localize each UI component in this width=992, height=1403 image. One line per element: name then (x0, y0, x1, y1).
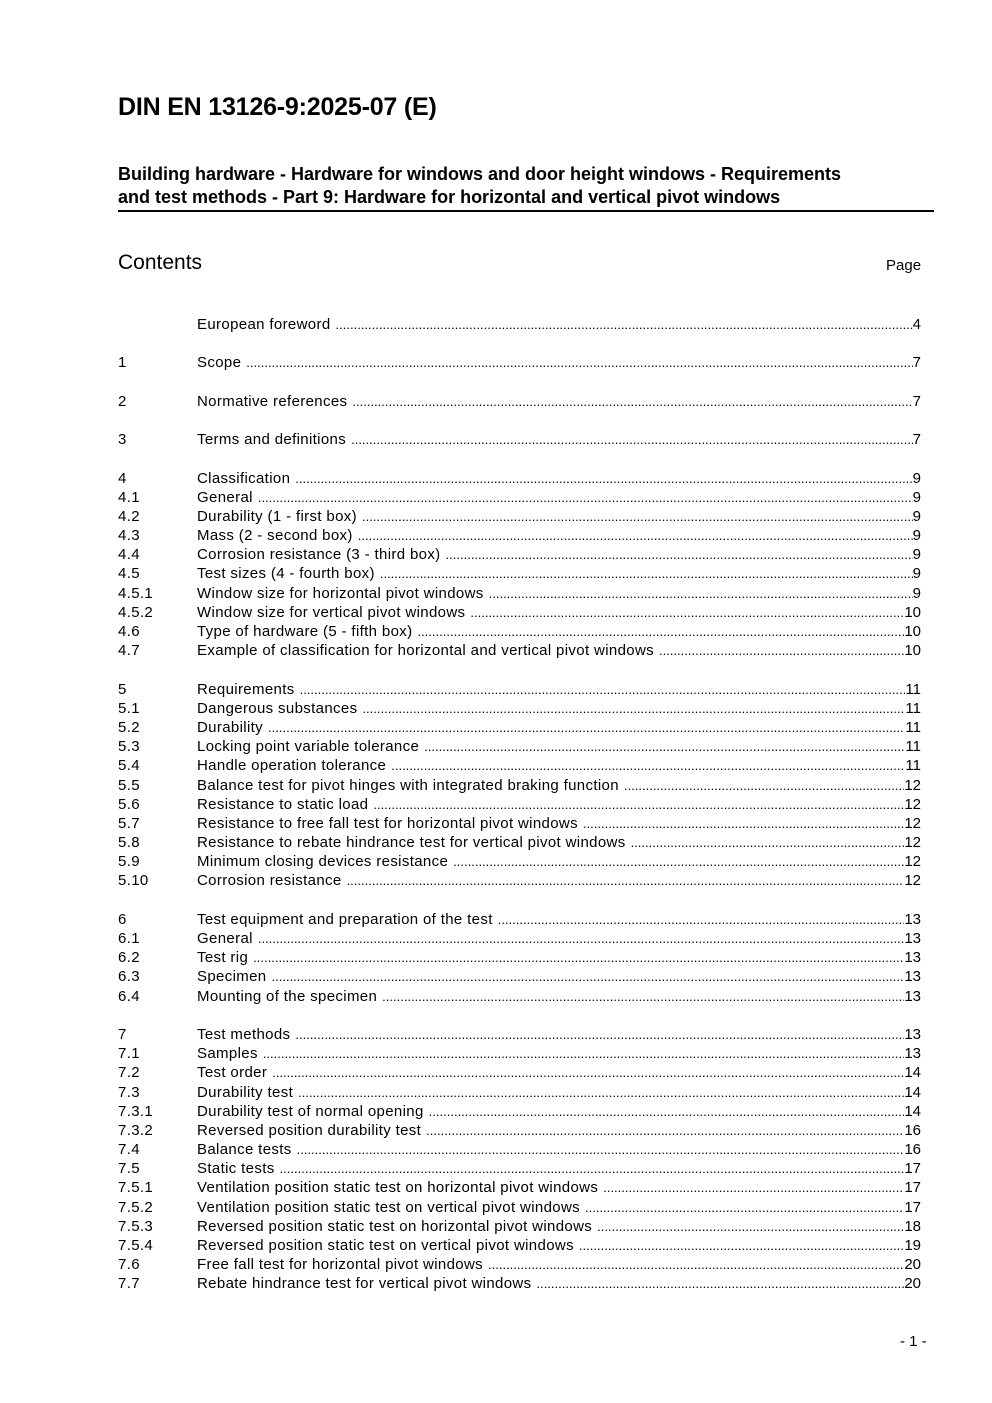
toc-dot-leader (300, 680, 906, 699)
toc-entry-page: 12 (904, 776, 921, 794)
toc-entry[interactable] (118, 1274, 921, 1293)
toc-entry[interactable] (118, 967, 921, 986)
toc-entry-page: 16 (904, 1121, 921, 1139)
toc-entry-title: Balance test for pivot hinges with integrated braking function (197, 776, 619, 794)
toc-entry-number: 4.5.2 (118, 603, 154, 621)
toc-entry-title: General (197, 930, 253, 947)
toc-entry-number: 3 (118, 431, 127, 449)
toc-dot-leader (268, 718, 905, 737)
toc-dot-leader (488, 1255, 904, 1274)
toc-dot-leader (631, 833, 905, 852)
toc-entry-page: 11 (905, 699, 921, 717)
toc-entry[interactable] (118, 1236, 921, 1255)
toc-entry-page: 18 (904, 1217, 921, 1235)
toc-entry[interactable] (118, 852, 921, 871)
toc-entry-page: 7 (912, 431, 921, 449)
toc-entry[interactable] (118, 622, 921, 641)
toc-section (118, 315, 921, 334)
toc-entry-page: 13 (904, 968, 921, 986)
toc-dot-leader (453, 852, 904, 871)
toc-entry-number: 4.7 (118, 642, 140, 660)
toc-entry-page: 7 (912, 354, 921, 372)
toc-entry-page: 12 (904, 814, 921, 832)
toc-entry-number: 6.3 (118, 968, 140, 986)
toc-entry-page: 11 (905, 680, 921, 698)
toc-entry-title: Test rig (197, 949, 249, 967)
toc-entry[interactable] (118, 469, 921, 488)
toc-entry-page: 12 (904, 834, 921, 852)
toc-dot-leader (258, 929, 904, 948)
toc-entry-page: 7 (912, 392, 921, 410)
toc-entry[interactable] (118, 1198, 921, 1217)
toc-entry-title: Type of hardware (5 - fifth box) (197, 623, 413, 640)
toc-entry-title: Durability test of normal opening (197, 1102, 424, 1120)
toc-entry-title: Resistance to rebate hindrance test for vertical pivot windows (197, 834, 626, 852)
toc-entry[interactable] (118, 1083, 921, 1102)
toc-entry-number: 4.3 (118, 527, 140, 545)
toc-entry-title: Corrosion resistance (3 - third box) (197, 546, 441, 564)
toc-entry-page: 10 (904, 603, 921, 621)
toc-entry[interactable] (118, 584, 921, 603)
toc-entry[interactable] (118, 526, 921, 545)
page-column-heading: Page (886, 257, 922, 274)
table-of-contents (118, 315, 921, 1313)
toc-section (118, 680, 921, 891)
toc-entry-title: Test equipment and preparation of the test (197, 910, 493, 928)
toc-entry-number: 7.1 (118, 1045, 140, 1063)
toc-dot-leader (336, 315, 913, 334)
toc-entry-title: Ventilation position static test on horizontal pivot windows (197, 1179, 599, 1197)
toc-entry[interactable] (118, 1140, 921, 1159)
toc-entry-title: Resistance to static load (197, 795, 369, 813)
toc-entry-page: 14 (904, 1102, 921, 1120)
toc-entry-title: Requirements (197, 680, 295, 698)
toc-entry[interactable] (118, 545, 921, 564)
toc-entry-title: Free fall test for horizontal pivot windows (197, 1256, 484, 1274)
toc-dot-leader (253, 948, 904, 967)
toc-entry-title: Reversed position static test on vertical pivot windows (197, 1237, 574, 1254)
toc-entry[interactable] (118, 315, 921, 334)
toc-entry-title: Test sizes (4 - fourth box) (197, 565, 375, 583)
toc-entry-page: 9 (912, 507, 921, 525)
toc-entry-number: 1 (118, 354, 127, 372)
document-title-line-1: Building hardware - Hardware for windows and door height windows - Requirements (118, 164, 842, 184)
toc-entry-page: 11 (905, 738, 921, 756)
toc-entry[interactable] (118, 1121, 921, 1140)
toc-entry-title: Durability (197, 718, 264, 736)
toc-entry-title: Dangerous substances (197, 699, 358, 717)
toc-dot-leader (583, 814, 904, 833)
toc-entry[interactable] (118, 392, 921, 411)
toc-dot-leader (295, 469, 912, 488)
toc-entry-title: Handle operation tolerance (197, 757, 387, 775)
toc-entry-number: 4.2 (118, 507, 140, 525)
toc-entry-page: 12 (904, 872, 921, 890)
toc-entry-number: 5.3 (118, 738, 140, 756)
toc-entry-title: Durability (1 - first box) (197, 507, 357, 525)
toc-entry[interactable] (118, 1102, 921, 1121)
toc-dot-leader (362, 699, 905, 718)
toc-entry-page: 14 (904, 1064, 921, 1082)
toc-dot-leader (380, 564, 913, 583)
toc-entry-number: 5.2 (118, 718, 140, 736)
toc-entry[interactable] (118, 430, 921, 449)
toc-entry[interactable] (118, 699, 921, 718)
toc-entry-title: Static tests (197, 1160, 275, 1178)
toc-entry-page: 13 (904, 1045, 921, 1063)
toc-entry[interactable] (118, 1178, 921, 1197)
toc-dot-leader (263, 1044, 905, 1063)
toc-dot-leader (498, 910, 905, 929)
toc-entry-page: 4 (912, 316, 921, 333)
toc-entry-title: Window size for horizontal pivot windows (197, 584, 484, 602)
toc-entry-page: 11 (905, 718, 921, 736)
toc-entry-number: 6.1 (118, 930, 140, 947)
toc-entry-page: 13 (904, 987, 921, 1005)
toc-dot-leader (352, 392, 912, 411)
toc-entry-number: 4 (118, 469, 127, 487)
toc-dot-leader (298, 1083, 904, 1102)
toc-entry-number: 7.4 (118, 1141, 140, 1159)
toc-entry-number: 6.2 (118, 949, 140, 967)
toc-dot-leader (272, 967, 905, 986)
toc-entry[interactable] (118, 1159, 921, 1178)
toc-entry-number: 4.1 (118, 488, 140, 506)
toc-entry[interactable] (118, 507, 921, 526)
toc-entry-title: Scope (197, 354, 242, 372)
toc-dot-leader (579, 1236, 904, 1255)
toc-entry[interactable] (118, 948, 921, 967)
toc-entry-number: 7.5.1 (118, 1179, 154, 1197)
toc-entry-title: European foreword (197, 316, 331, 333)
toc-entry-number: 4.6 (118, 623, 140, 640)
toc-dot-leader (246, 353, 912, 372)
toc-entry-page: 10 (904, 642, 921, 660)
toc-dot-leader (489, 584, 913, 603)
toc-entry-number: 4.5 (118, 565, 140, 583)
toc-entry-page: 14 (904, 1083, 921, 1101)
toc-entry[interactable] (118, 1217, 921, 1236)
toc-entry-page: 9 (912, 469, 921, 487)
toc-entry-number: 5.1 (118, 699, 140, 717)
toc-entry-number: 5.7 (118, 814, 140, 832)
toc-entry-page: 11 (905, 757, 921, 775)
toc-dot-leader (597, 1217, 904, 1236)
toc-entry[interactable] (118, 987, 921, 1006)
toc-dot-leader (295, 1025, 904, 1044)
toc-entry[interactable] (118, 718, 921, 737)
toc-entry-title: Window size for vertical pivot windows (197, 603, 466, 621)
toc-entry-title: Samples (197, 1045, 258, 1063)
toc-entry-title: Example of classification for horizontal and vertical pivot windows (197, 642, 654, 660)
toc-entry-title: Test order (197, 1064, 268, 1082)
toc-section (118, 430, 921, 449)
toc-section (118, 910, 921, 1006)
toc-dot-leader (280, 1159, 905, 1178)
toc-entry[interactable] (118, 756, 921, 775)
toc-entry-title: Classification (197, 469, 291, 487)
toc-entry-title: Reversed position static test on horizontal pivot windows (197, 1217, 593, 1235)
toc-entry-page: 13 (904, 930, 921, 947)
toc-dot-leader (258, 488, 913, 507)
toc-entry-title: Mass (2 - second box) (197, 527, 353, 545)
toc-entry-number: 7.5 (118, 1160, 140, 1178)
toc-entry-number: 2 (118, 392, 127, 410)
toc-entry[interactable] (118, 353, 921, 372)
toc-entry-number: 5.8 (118, 834, 140, 852)
toc-entry[interactable] (118, 1044, 921, 1063)
toc-dot-leader (272, 1063, 904, 1082)
toc-entry[interactable] (118, 641, 921, 660)
toc-entry[interactable] (118, 564, 921, 583)
toc-dot-leader (470, 603, 904, 622)
document-title-line-2: and test methods - Part 9: Hardware for horizontal and vertical pivot windows (118, 187, 781, 207)
toc-entry-title: Durability test (197, 1083, 294, 1101)
toc-entry[interactable] (118, 814, 921, 833)
toc-dot-leader (358, 526, 913, 545)
toc-entry-number: 5.5 (118, 776, 140, 794)
toc-entry[interactable] (118, 737, 921, 756)
toc-entry-page: 9 (912, 488, 921, 506)
toc-entry-number: 6 (118, 910, 127, 928)
toc-dot-leader (362, 507, 913, 526)
toc-entry-title: Corrosion resistance (197, 872, 342, 890)
toc-entry-title: Ventilation position static test on vertical pivot windows (197, 1198, 580, 1216)
toc-entry-title: Rebate hindrance test for vertical pivot windows (197, 1275, 532, 1293)
toc-entry-title: Minimum closing devices resistance (197, 853, 449, 871)
contents-heading: Contents (118, 251, 203, 274)
toc-entry[interactable] (118, 1255, 921, 1274)
toc-entry-title: Terms and definitions (197, 431, 347, 449)
toc-dot-leader (426, 1121, 904, 1140)
toc-entry-page: 20 (904, 1275, 921, 1293)
toc-dot-leader (347, 871, 905, 890)
toc-dot-leader (391, 756, 905, 775)
toc-entry[interactable] (118, 833, 921, 852)
toc-entry-page: 17 (904, 1160, 921, 1178)
toc-entry-page: 10 (904, 623, 921, 640)
toc-entry[interactable] (118, 1025, 921, 1044)
toc-entry-title: Mounting of the specimen (197, 987, 378, 1005)
toc-entry-number: 7.5.3 (118, 1217, 154, 1235)
toc-entry[interactable] (118, 929, 921, 948)
toc-entry[interactable] (118, 871, 921, 890)
toc-entry-page: 9 (912, 546, 921, 564)
toc-entry-page: 9 (912, 584, 921, 602)
toc-dot-leader (373, 795, 904, 814)
document-id: DIN EN 13126-9:2025-07 (E) (118, 93, 437, 121)
toc-entry[interactable] (118, 910, 921, 929)
toc-entry-number: 5.4 (118, 757, 140, 775)
toc-entry-number: 7.7 (118, 1275, 140, 1293)
toc-entry-page: 9 (912, 527, 921, 545)
document-title (118, 163, 934, 212)
toc-entry-page: 19 (904, 1237, 921, 1254)
toc-entry[interactable] (118, 603, 921, 622)
toc-entry[interactable] (118, 488, 921, 507)
toc-entry-title: Test methods (197, 1025, 291, 1043)
toc-entry-page: 12 (904, 853, 921, 871)
toc-section (118, 353, 921, 372)
toc-entry-number: 7.3 (118, 1083, 140, 1101)
toc-entry-page: 9 (912, 565, 921, 583)
toc-entry-number: 7.5.2 (118, 1198, 154, 1216)
toc-entry-number: 7.3.2 (118, 1121, 154, 1139)
toc-entry-title: Normative references (197, 392, 348, 410)
toc-dot-leader (424, 737, 905, 756)
toc-dot-leader (536, 1274, 904, 1293)
toc-section (118, 469, 921, 661)
toc-dot-leader (659, 641, 904, 660)
toc-entry-page: 16 (904, 1141, 921, 1159)
toc-entry[interactable] (118, 1063, 921, 1082)
toc-dot-leader (429, 1102, 905, 1121)
toc-entry-page: 13 (904, 910, 921, 928)
toc-entry-page: 20 (904, 1256, 921, 1274)
toc-entry-number: 5.6 (118, 795, 140, 813)
toc-entry[interactable] (118, 795, 921, 814)
toc-dot-leader (446, 545, 913, 564)
toc-dot-leader (603, 1178, 904, 1197)
toc-dot-leader (624, 776, 904, 795)
toc-entry[interactable] (118, 680, 921, 699)
toc-entry-number: 4.4 (118, 546, 140, 564)
toc-entry-title: General (197, 488, 253, 506)
toc-dot-leader (417, 622, 904, 641)
toc-section (118, 392, 921, 411)
toc-entry-title: Resistance to free fall test for horizontal pivot windows (197, 814, 578, 832)
toc-entry-page: 17 (904, 1198, 921, 1216)
page-number: - 1 - (900, 1333, 927, 1350)
toc-entry-number: 5 (118, 680, 127, 698)
toc-dot-leader (297, 1140, 905, 1159)
toc-entry-title: Balance tests (197, 1141, 292, 1159)
toc-entry-number: 7.6 (118, 1256, 140, 1274)
toc-dot-leader (351, 430, 913, 449)
toc-entry-number: 4.5.1 (118, 584, 154, 602)
toc-entry-number: 7.3.1 (118, 1102, 154, 1120)
toc-entry-number: 7.2 (118, 1064, 140, 1082)
toc-entry-number: 5.10 (118, 872, 149, 890)
toc-entry[interactable] (118, 776, 921, 795)
toc-entry-number: 7.5.4 (118, 1237, 154, 1254)
toc-section (118, 1025, 921, 1294)
toc-entry-title: Specimen (197, 968, 267, 986)
toc-entry-page: 12 (904, 795, 921, 813)
toc-entry-page: 17 (904, 1179, 921, 1197)
toc-entry-number: 5.9 (118, 853, 140, 871)
toc-entry-number: 6.4 (118, 987, 140, 1005)
toc-entry-title: Reversed position durability test (197, 1121, 422, 1139)
toc-dot-leader (585, 1198, 904, 1217)
toc-entry-title: Locking point variable tolerance (197, 738, 420, 756)
toc-entry-page: 13 (904, 949, 921, 967)
toc-dot-leader (382, 987, 904, 1006)
toc-entry-number: 7 (118, 1025, 127, 1043)
toc-entry-page: 13 (904, 1025, 921, 1043)
